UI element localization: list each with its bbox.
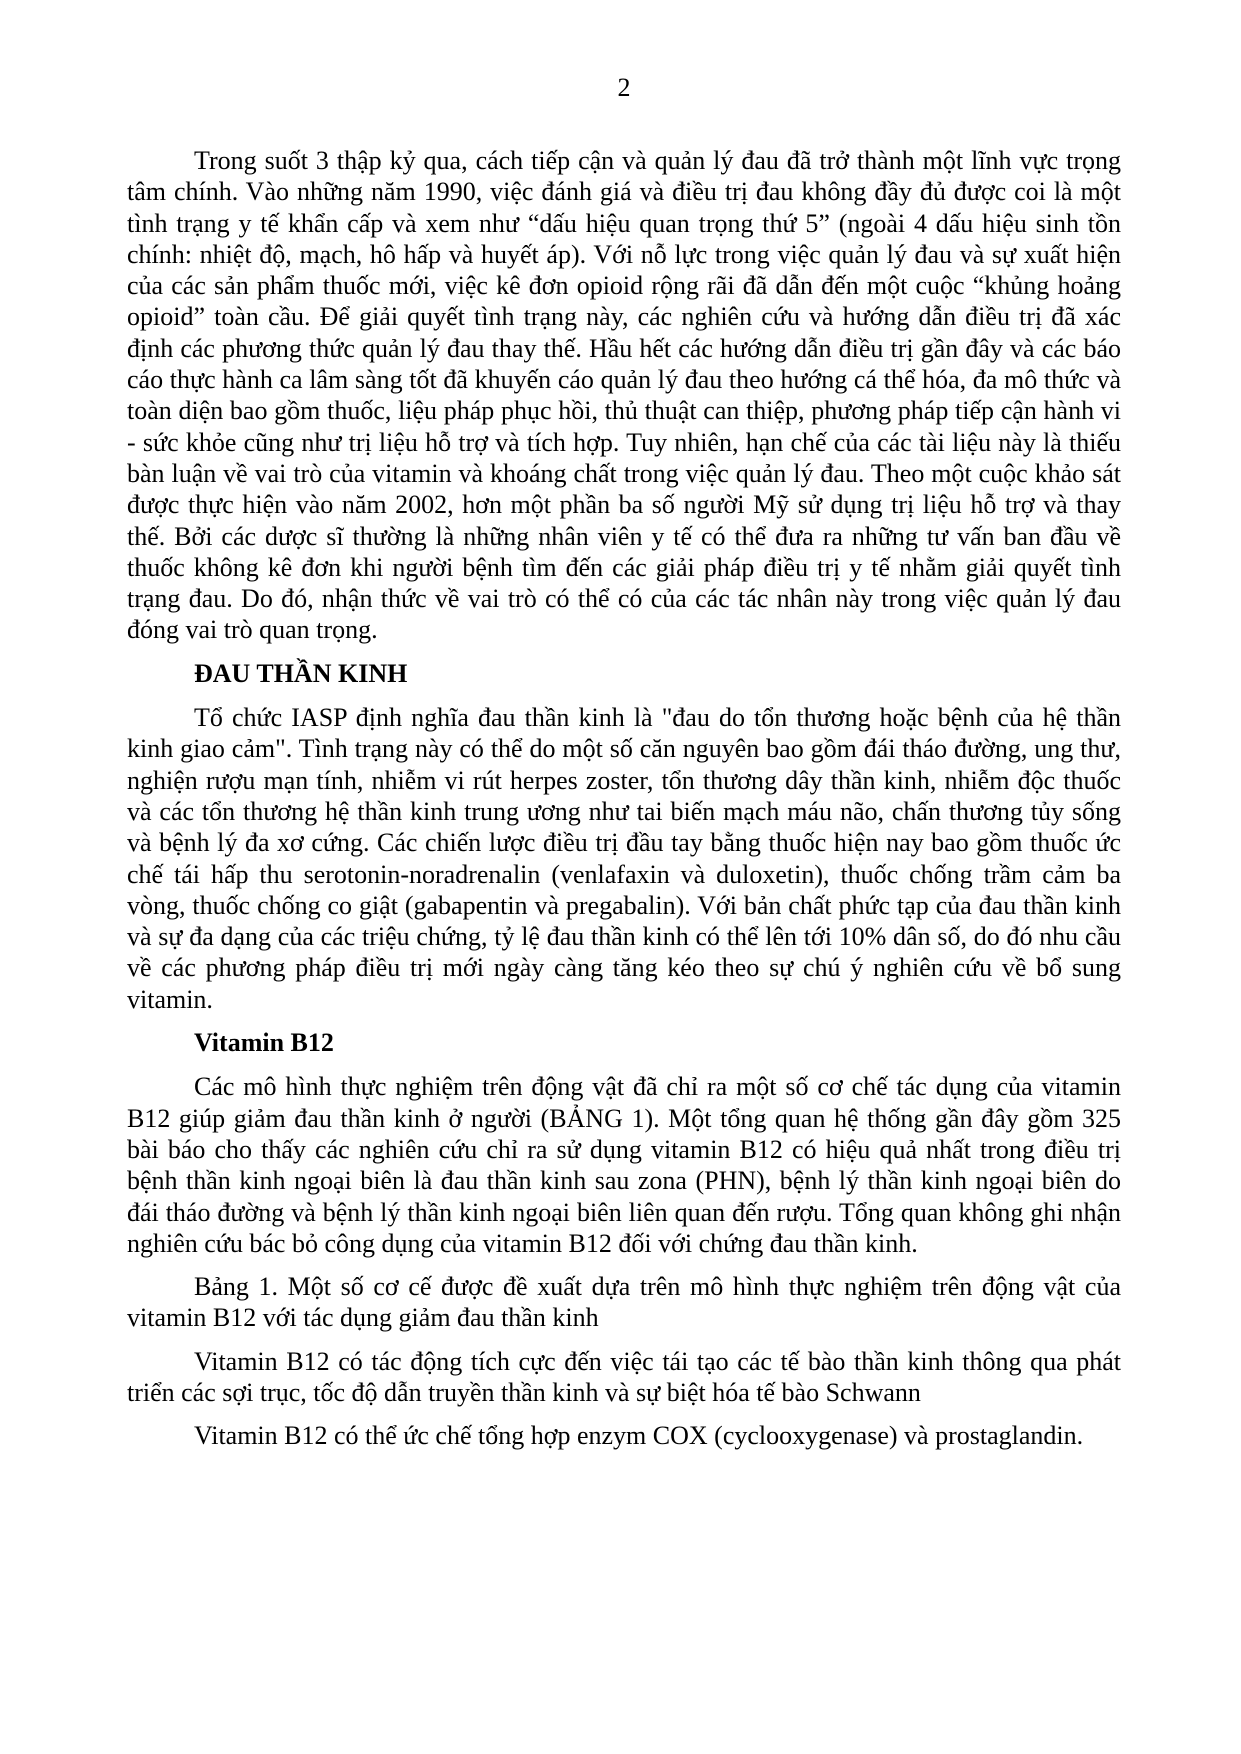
paragraph-b12-cox-inhibition: Vitamin B12 có thể ức chế tổng hợp enzym COX (cyclooxygenase) và prostaglandin. xyxy=(194,1421,1084,1451)
heading-neuropathic-pain: ĐAU THẦN KINH xyxy=(194,658,408,688)
heading-vitamin-b12: Vitamin B12 xyxy=(194,1028,334,1058)
paragraph-pain-management-overview: Trong suốt 3 thập kỷ qua, cách tiếp cận và quản lý đau đã trở thành một lĩnh vực trọng tâm chính. Vào những năm 1990, việc đánh giá và điều trị đau không đầy đủ được coi là một tình trạng y tế khẩn cấp và xem như “dấu hiệu quan trọng thứ 5” (ngoài 4 dấu hiệu sinh tồn chính: nhiệt độ, mạch, hô hấp và huyết áp). Với nỗ lực trong việc quản lý đau và sự xuất hiện của các sản phẩm thuốc mới, việc kê đơn opioid rộng rãi đã dẫn đến một cuộc “khủng hoảng opioid” toàn cầu. Để giải quyết tình trạng này, các nghiên cứu và hướng dẫn điều trị đã xác định các phương thức quản lý đau thay thế. Hầu hết các hướng dẫn điều trị gần đây và các báo cáo thực hành ca lâm sàng tốt đã khuyến cáo quản lý đau theo hướng cá thể hóa, đa mô thức và toàn diện bao gồm thuốc, liệu pháp phục hồi, thủ thuật can thiệp, phương pháp tiếp cận hành vi - sức khỏe cũng như trị liệu hỗ trợ và tích hợp. Tuy nhiên, hạn chế của các tài liệu này là thiếu bàn luận về vai trò của vitamin và khoáng chất trong việc quản lý đau. Theo một cuộc khảo sát được thực hiện vào năm 2002, hơn một phần ba số người Mỹ sử dụng trị liệu hỗ trợ và thay thế. Bởi các dược sĩ thường là những nhân viên y tế có thể đưa ra những tư vấn ban đầu về thuốc không kê đơn khi người bệnh tìm đến các giải pháp điều trị y tế nhằm giải quyết tình trạng đau. Do đó, nhận thức về vai trò có thể có của các tác nhân này trong việc quản lý đau đóng vai trò quan trọng. xyxy=(127,146,1121,645)
page-number: 2 xyxy=(617,73,631,102)
page-content xyxy=(127,72,1121,1464)
paragraph-b12-nerve-regeneration: Vitamin B12 có tác động tích cực đến việc tái tạo các tế bào thần kinh thông qua phát triển các sợi trục, tốc độ dẫn truyền thần kinh và sự biệt hóa tế bào Schwann xyxy=(127,1346,1121,1407)
paragraph-table1-caption: Bảng 1. Một số cơ cế được đề xuất dựa trên mô hình thực nghiệm trên động vật của vitamin B12 với tác dụng giảm đau thần kinh xyxy=(127,1272,1121,1333)
paragraph-vitamin-b12-evidence: Các mô hình thực nghiệm trên động vật đã chỉ ra một số cơ chế tác dụng của vitamin B12 giúp giảm đau thần kinh ở người (BẢNG 1). Một tổng quan hệ thống gần đây gồm 325 bài báo cho thấy các nghiên cứu chỉ ra sử dụng vitamin B12 có hiệu quả nhất trong điều trị bệnh thần kinh ngoại biên là đau thần kinh sau zona (PHN), bệnh lý thần kinh ngoại biên do đái tháo đường và bệnh lý thần kinh ngoại biên liên quan đến rượu. Tổng quan không ghi nhận nghiên cứu bác bỏ công dụng của vitamin B12 đối với chứng đau thần kinh. xyxy=(127,1072,1121,1258)
paragraph-neuropathic-pain-definition: Tổ chức IASP định nghĩa đau thần kinh là "đau do tổn thương hoặc bệnh của hệ thần kinh giao cảm". Tình trạng này có thể do một số căn nguyên bao gồm đái tháo đường, ung thư, nghiện rượu mạn tính, nhiễm vi rút herpes zoster, tổn thương dây thần kinh, nhiễm độc thuốc và các tổn thương hệ thần kinh trung ương như tai biến mạch máu não, chấn thương tủy sống và bệnh lý đa xơ cứng. Các chiến lược điều trị đầu tay bằng thuốc hiện nay bao gồm thuốc ức chế tái hấp thu serotonin-noradrenalin (venlafaxin và duloxetin), thuốc chống trầm cảm ba vòng, thuốc chống co giật (gabapentin và pregabalin). Với bản chất phức tạp của đau thần kinh và sự đa dạng của các triệu chứng, tỷ lệ đau thần kinh có thể lên tới 10% dân số, do đó nhu cầu về các phương pháp điều trị mới ngày càng tăng kéo theo sự chú ý nghiên cứu về bổ sung vitamin. xyxy=(127,703,1121,1014)
